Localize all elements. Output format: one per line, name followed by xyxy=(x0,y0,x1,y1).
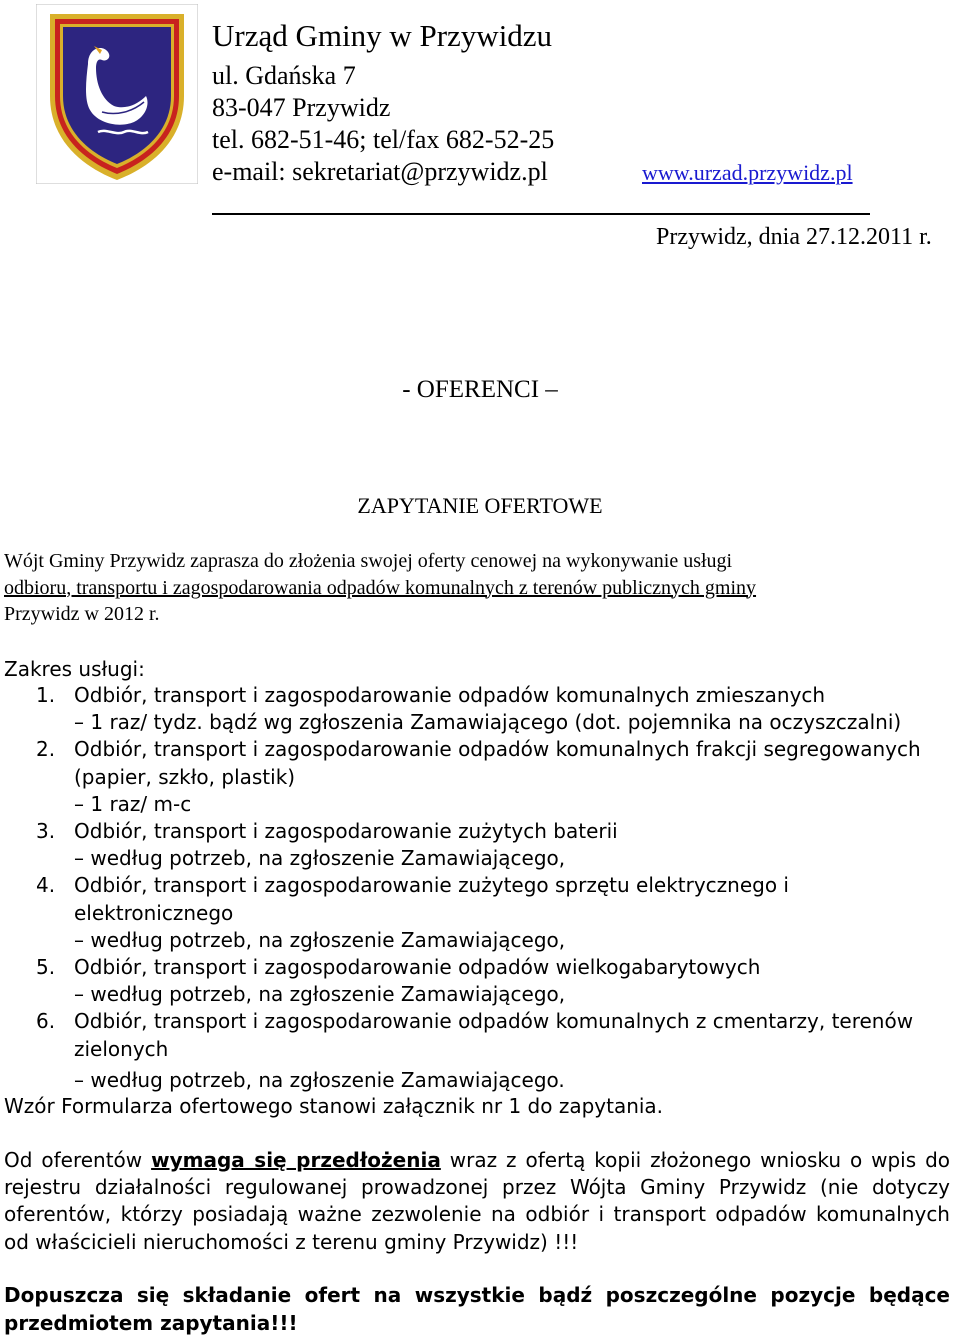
intro-paragraph xyxy=(4,548,956,628)
final-note: Dopuszcza się składanie ofert na wszystkie bądź poszczególne pozycje będące przedmiotem zapytania!!! xyxy=(4,1283,950,1335)
list-item-number: 4. xyxy=(36,873,56,898)
requirement-before: Od oferentów xyxy=(4,1148,152,1172)
list-item-detail: – według potrzeb, na zgłoszenie Zamawiającego, xyxy=(74,846,566,871)
list-item-detail: (papier, szkło, plastik) xyxy=(74,764,296,789)
intro-line: Wójt Gminy Przywidz zaprasza do złożenia swojej oferty cenowej na wykonywanie usługi xyxy=(4,550,733,572)
document-heading: ZAPYTANIE OFERTOWE xyxy=(357,493,603,518)
intro-line: Przywidz w 2012 r. xyxy=(4,603,160,625)
list-item-text: Odbiór, transport i zagospodarowanie zużytych baterii xyxy=(74,819,618,844)
list-item xyxy=(4,682,954,709)
list-item-detail: – według potrzeb, na zgłoszenie Zamawiającego, xyxy=(74,982,566,1007)
phone-numbers: tel. 682-51-46; tel/fax 682-52-25 xyxy=(212,125,555,154)
list-item-number: 5. xyxy=(36,955,56,980)
requirement-paragraph xyxy=(4,1147,950,1256)
list-item-detail: – 1 raz/ m-c xyxy=(74,791,192,816)
list-item-text: Odbiór, transport i zagospodarowanie odpadów komunalnych z cmentarzy, terenów xyxy=(74,1009,914,1034)
swan-crest-icon xyxy=(36,4,198,184)
list-item-number: 1. xyxy=(36,683,56,707)
intro-line-underlined: odbioru, transportu i zagospodarowania odpadów komunalnych z terenów publicznych gminy xyxy=(4,576,757,599)
list-item xyxy=(4,736,954,763)
website-link[interactable]: www.urzad.przywidz.pl xyxy=(642,160,853,185)
list-item-number: 6. xyxy=(36,1009,56,1034)
list-item xyxy=(4,1008,954,1035)
scope-list xyxy=(4,682,954,1094)
list-item xyxy=(4,818,954,845)
list-item-text: Odbiór, transport i zagospodarowanie odpadów wielkogabarytowych xyxy=(74,955,761,980)
form-note: Wzór Formularza ofertowego stanowi załącznik nr 1 do zapytania. xyxy=(4,1094,664,1118)
address-city: 83-047 Przywidz xyxy=(212,93,391,122)
requirement-after: wraz z ofertą kopii złożonego wniosku o wpis do rejestru działalności regulowanej prowadzonej przez Wójta Gminy Przywidz (nie dotyczy oferentów, którzy posiadają ważne zezwolenie na odbiór i transport odpadów komunalnych od właścicieli nieruchomości z terenu gminy Przywidz) !!! xyxy=(4,1148,951,1254)
list-item-detail: – według potrzeb, na zgłoszenie Zamawiającego. xyxy=(74,1067,565,1092)
email-address: e-mail: sekretariat@przywidz.pl xyxy=(212,157,548,186)
list-item-detail: – według potrzeb, na zgłoszenie Zamawiającego, xyxy=(74,927,566,952)
address-street: ul. Gdańska 7 xyxy=(212,61,356,90)
header-divider xyxy=(212,213,870,215)
recipient-heading: - OFERENCI – xyxy=(402,376,558,403)
list-item-detail: zielonych xyxy=(74,1036,169,1061)
office-title: Urząd Gminy w Przywidzu xyxy=(212,18,553,53)
list-item-text: Odbiór, transport i zagospodarowanie zużytego sprzętu elektrycznego i elektronicznego xyxy=(74,873,789,925)
list-item-number: 2. xyxy=(36,737,56,762)
scope-label: Zakres usługi: xyxy=(4,657,145,681)
list-item xyxy=(4,954,954,981)
list-item xyxy=(4,872,954,926)
list-item-detail: – 1 raz/ tydz. bądź wg zgłoszenia Zamawiającego (dot. pojemnika na oczyszczalni) xyxy=(74,710,902,735)
document-date: Przywidz, dnia 27.12.2011 r. xyxy=(656,224,932,250)
coat-of-arms-logo xyxy=(36,4,198,184)
list-item-number: 3. xyxy=(36,819,56,844)
list-item-text: Odbiór, transport i zagospodarowanie odpadów komunalnych zmieszanych xyxy=(74,683,826,707)
list-item-text: Odbiór, transport i zagospodarowanie odpadów komunalnych frakcji segregowanych xyxy=(74,737,921,762)
requirement-emphasis: wymaga się przedłożenia xyxy=(151,1148,441,1172)
